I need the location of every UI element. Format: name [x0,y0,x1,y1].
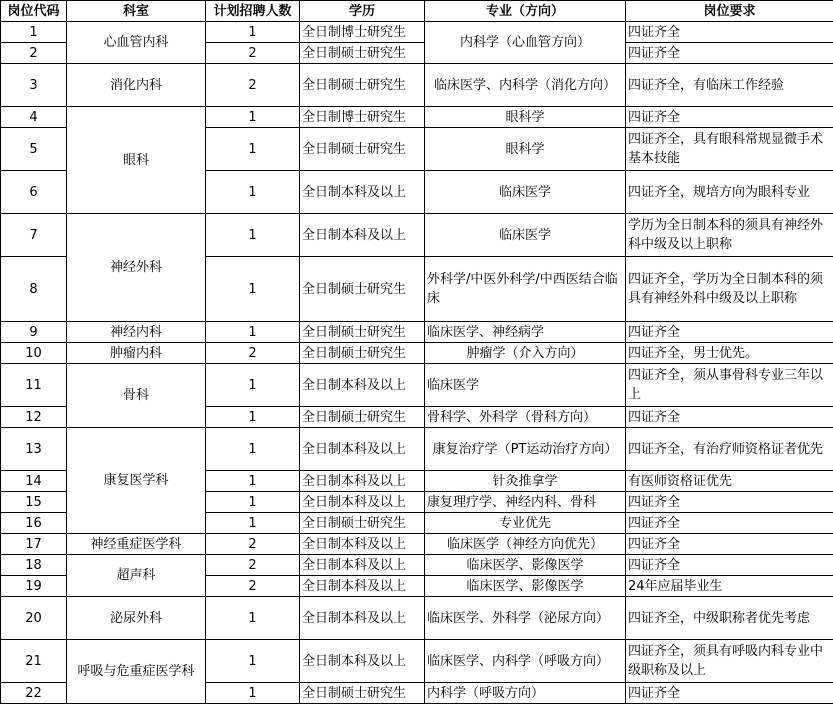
cell-requirements: 四证齐全 [626,683,833,704]
table-row [1,640,833,683]
cell-dept: 康复医学科 [67,428,206,534]
cell-count: 1 [206,128,300,171]
cell-code: 7 [1,214,67,257]
cell-dept: 肿瘤内科 [67,343,206,364]
cell-requirements: 四证齐全 [626,555,833,576]
cell-education: 全日制本科及以上 [300,428,425,471]
cell-requirements: 四证齐全，有临床工作经验 [626,64,833,107]
table-row [1,322,833,343]
cell-education: 全日制本科及以上 [300,640,425,683]
table-row [1,107,833,128]
cell-major: 肿瘤学（介入方向） [425,343,626,364]
cell-requirements: 四证齐全 [626,407,833,428]
cell-count: 1 [206,407,300,428]
cell-code: 15 [1,492,67,513]
cell-major: 外科学/中医外科学/中西医结合临床 [425,257,626,322]
cell-education: 全日制本科及以上 [300,492,425,513]
cell-code: 21 [1,640,67,683]
cell-count: 1 [206,513,300,534]
cell-major: 临床医学、神经病学 [425,322,626,343]
cell-education: 全日制本科及以上 [300,214,425,257]
cell-code: 18 [1,555,67,576]
cell-code: 12 [1,407,67,428]
cell-requirements: 四证齐全，须具有呼吸内科专业中级职称及以上 [626,640,833,683]
cell-dept: 骨科 [67,364,206,428]
cell-code: 17 [1,534,67,555]
table-row [1,364,833,407]
cell-requirements: 24年应届毕业生 [626,576,833,597]
cell-code: 5 [1,128,67,171]
cell-major: 眼科学 [425,107,626,128]
cell-requirements: 四证齐全 [626,43,833,64]
cell-major: 专业优先 [425,513,626,534]
cell-dept: 神经内科 [67,322,206,343]
cell-count: 2 [206,343,300,364]
header-major: 专业（方向） [425,1,626,22]
cell-code: 19 [1,576,67,597]
table-row [1,64,833,107]
cell-code: 16 [1,513,67,534]
cell-requirements: 四证齐全，须从事骨科专业三年以上 [626,364,833,407]
cell-dept: 神经重症医学科 [67,534,206,555]
cell-major: 临床医学、外科学（泌尿方向） [425,597,626,640]
cell-count: 1 [206,471,300,492]
cell-major: 临床医学、内科学（呼吸方向） [425,640,626,683]
cell-requirements: 四证齐全 [626,107,833,128]
cell-major: 临床医学、内科学（消化方向） [425,64,626,107]
cell-count: 1 [206,492,300,513]
cell-education: 全日制硕士研究生 [300,343,425,364]
cell-code: 22 [1,683,67,704]
cell-requirements: 四证齐全，男士优先。 [626,343,833,364]
cell-major: 眼科学 [425,128,626,171]
header-requirements: 岗位要求 [626,1,833,22]
cell-count: 2 [206,43,300,64]
cell-count: 1 [206,107,300,128]
cell-code: 20 [1,597,67,640]
header-count: 计划招聘人数 [206,1,300,22]
cell-requirements: 四证齐全，中级职称者优先考虑 [626,597,833,640]
cell-code: 3 [1,64,67,107]
cell-dept: 眼科 [67,107,206,214]
cell-education: 全日制本科及以上 [300,364,425,407]
cell-dept: 泌尿外科 [67,597,206,640]
cell-count: 1 [206,683,300,704]
table-row [1,555,833,576]
cell-requirements: 四证齐全，规培方向为眼科专业 [626,171,833,214]
cell-count: 1 [206,22,300,43]
cell-code: 1 [1,22,67,43]
cell-dept: 呼吸与危重症医学科 [67,640,206,704]
cell-education: 全日制本科及以上 [300,534,425,555]
cell-dept: 消化内科 [67,64,206,107]
table-row [1,343,833,364]
table-row [1,534,833,555]
cell-requirements: 四证齐全 [626,513,833,534]
cell-requirements: 有医师资格证优先 [626,471,833,492]
table-row [1,214,833,257]
cell-major: 临床医学 [425,214,626,257]
cell-education: 全日制硕士研究生 [300,322,425,343]
cell-education: 全日制硕士研究生 [300,513,425,534]
cell-requirements: 四证齐全，有治疗师资格证者优先 [626,428,833,471]
cell-count: 1 [206,428,300,471]
cell-education: 全日制本科及以上 [300,576,425,597]
table-row [1,597,833,640]
cell-requirements: 四证齐全 [626,322,833,343]
cell-count: 1 [206,640,300,683]
cell-code: 13 [1,428,67,471]
cell-count: 2 [206,534,300,555]
table-row [1,22,833,43]
cell-dept: 神经外科 [67,214,206,322]
cell-major: 临床医学、影像医学 [425,555,626,576]
cell-count: 2 [206,64,300,107]
cell-code: 8 [1,257,67,322]
cell-requirements: 四证齐全，学历为全日制本科的须具有神经外科中级及以上职称 [626,257,833,322]
cell-major: 骨科学、外科学（骨科方向） [425,407,626,428]
cell-major: 临床医学 [425,171,626,214]
cell-code: 9 [1,322,67,343]
header-dept: 科室 [67,1,206,22]
cell-count: 1 [206,214,300,257]
cell-education: 全日制硕士研究生 [300,407,425,428]
header-row [1,1,833,22]
cell-major: 内科学（呼吸方向） [425,683,626,704]
cell-code: 2 [1,43,67,64]
cell-count: 2 [206,576,300,597]
cell-requirements: 四证齐全 [626,22,833,43]
cell-education: 全日制本科及以上 [300,471,425,492]
cell-count: 1 [206,597,300,640]
cell-education: 全日制本科及以上 [300,555,425,576]
cell-education: 全日制硕士研究生 [300,43,425,64]
cell-requirements: 四证齐全，具有眼科常规显微手术基本技能 [626,128,833,171]
cell-major: 针灸推拿学 [425,471,626,492]
cell-major: 内科学（心血管方向） [425,22,626,64]
cell-requirements: 四证齐全 [626,492,833,513]
header-code: 岗位代码 [1,1,67,22]
cell-code: 6 [1,171,67,214]
cell-education: 全日制博士研究生 [300,22,425,43]
cell-code: 14 [1,471,67,492]
cell-major: 康复理疗学、神经内科、骨科 [425,492,626,513]
cell-code: 10 [1,343,67,364]
cell-major: 临床医学、影像医学 [425,576,626,597]
cell-education: 全日制本科及以上 [300,597,425,640]
cell-count: 1 [206,364,300,407]
cell-education: 全日制本科及以上 [300,171,425,214]
cell-education: 全日制硕士研究生 [300,64,425,107]
table-row [1,428,833,471]
cell-code: 4 [1,107,67,128]
cell-code: 11 [1,364,67,407]
cell-dept: 超声科 [67,555,206,597]
cell-education: 全日制硕士研究生 [300,683,425,704]
cell-count: 1 [206,171,300,214]
cell-count: 1 [206,257,300,322]
cell-count: 1 [206,322,300,343]
cell-requirements: 学历为全日制本科的须具有神经外科中级及以上职称 [626,214,833,257]
cell-education: 全日制硕士研究生 [300,128,425,171]
cell-education: 全日制博士研究生 [300,107,425,128]
cell-major: 康复治疗学（PT运动治疗方向） [425,428,626,471]
cell-requirements: 四证齐全 [626,534,833,555]
cell-education: 全日制硕士研究生 [300,257,425,322]
header-education: 学历 [300,1,425,22]
cell-count: 2 [206,555,300,576]
cell-major: 临床医学 [425,364,626,407]
cell-dept: 心血管内科 [67,22,206,64]
cell-major: 临床医学（神经方向优先） [425,534,626,555]
